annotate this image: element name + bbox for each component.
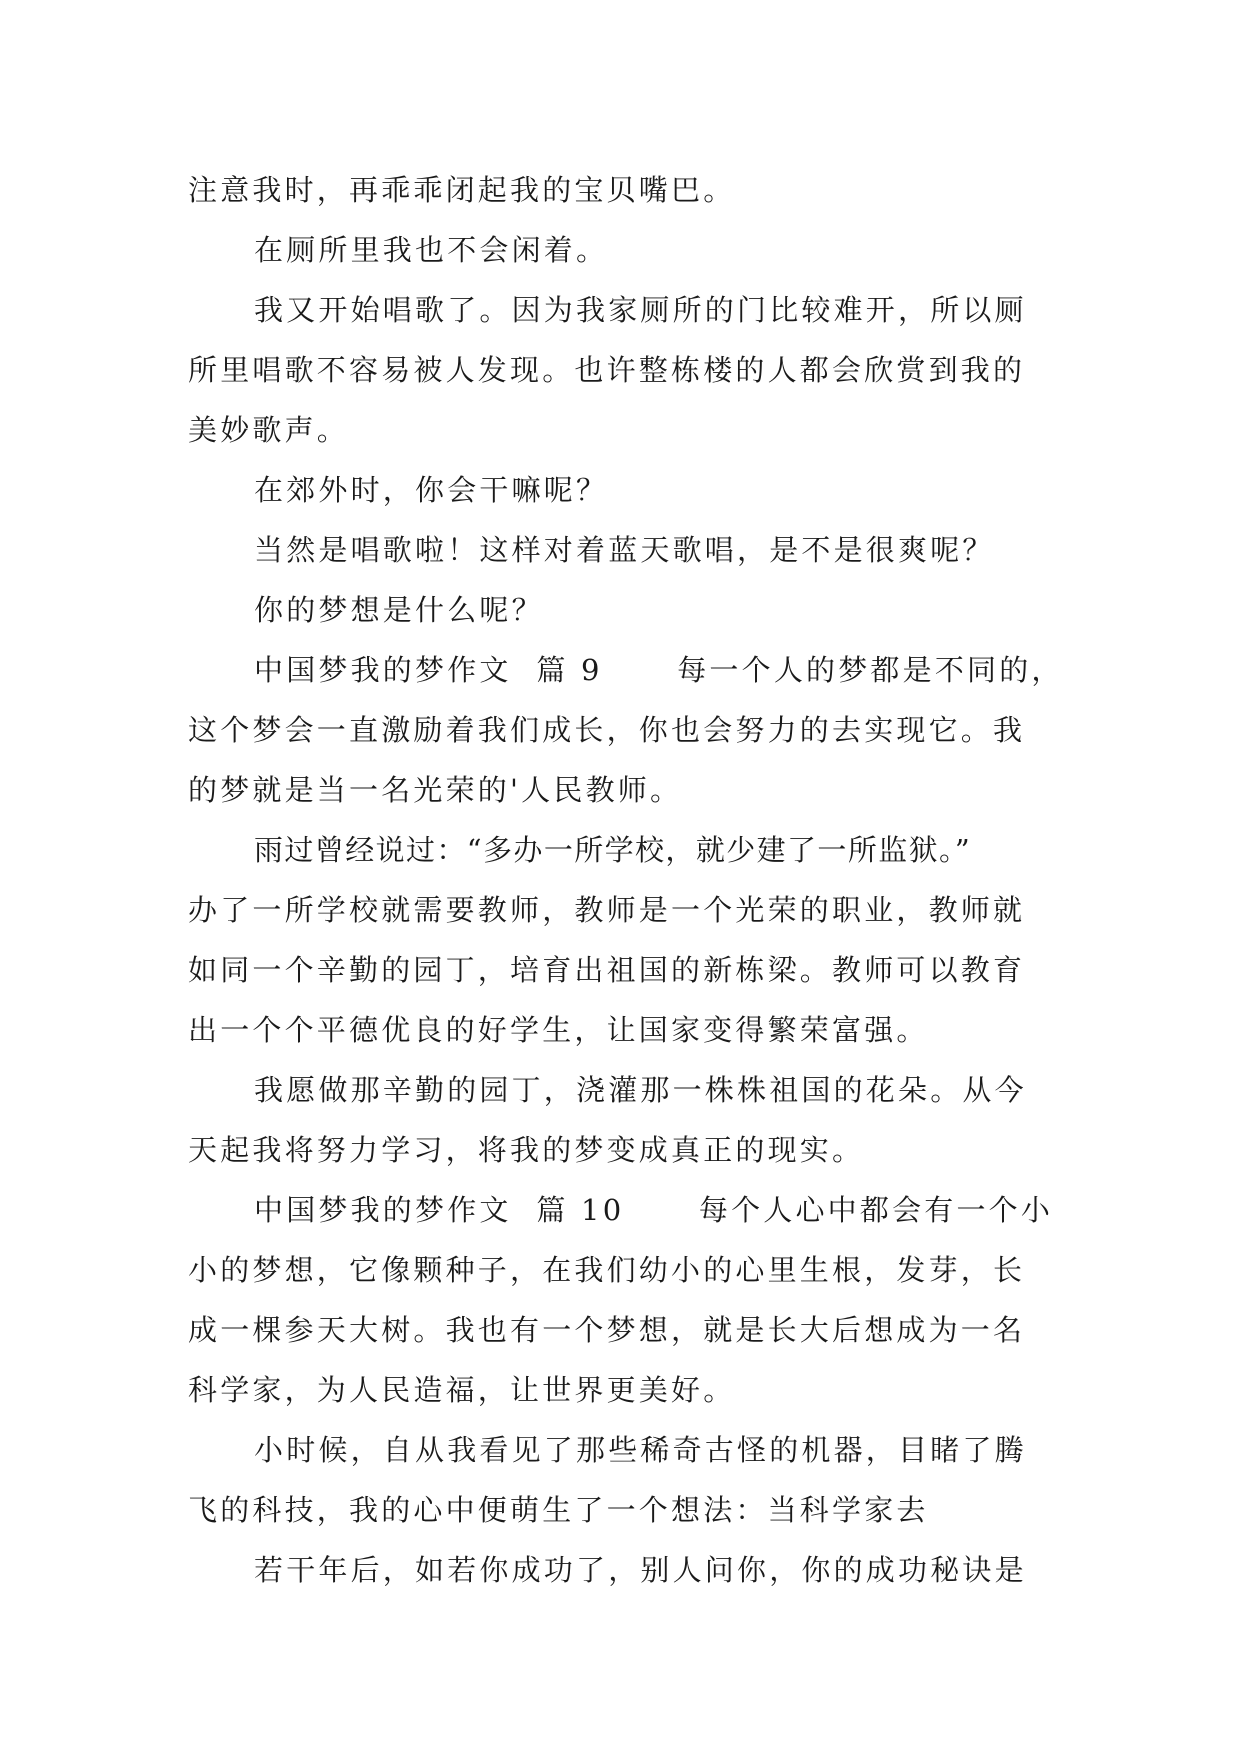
text-line: 我又开始唱歌了。因为我家厕所的门比较难开，所以厕	[254, 293, 1027, 327]
text-line: 美妙歌声。	[188, 413, 350, 447]
text-line: 如同一个辛勤的园丁，培育出祖国的新栋梁。教师可以教育	[188, 953, 1026, 987]
text-line: 雨过曾经说过：“多办一所学校，就少建了一所监狱。”	[254, 833, 972, 867]
text-line: 小时候，自从我看见了那些稀奇古怪的机器，目睹了腾	[254, 1433, 1027, 1467]
text-line: 的梦就是当一名光荣的'人民教师。	[188, 773, 683, 807]
text-line: 飞的科技，我的心中便萌生了一个想法：当科学家去	[188, 1493, 929, 1527]
document-body	[188, 160, 1064, 1600]
text-line: 你的梦想是什么呢？	[254, 593, 544, 627]
text-line: 我愿做那辛勤的园丁，浇灌那一株株祖国的花朵。从今	[254, 1073, 1027, 1107]
text-line: 小的梦想，它像颗种子，在我们幼小的心里生根，发芽，长	[188, 1253, 1026, 1287]
section-heading-line: 中国梦我的梦作文 篇 10 每个人心中都会有一个小	[254, 1193, 1054, 1227]
text-line: 注意我时，再乖乖闭起我的宝贝嘴巴。	[188, 173, 736, 207]
text-line: 科学家，为人民造福，让世界更美好。	[188, 1373, 736, 1407]
text-line: 出一个个平德优良的好学生，让国家变得繁荣富强。	[188, 1013, 929, 1047]
text-line: 当然是唱歌啦！这样对着蓝天歌唱，是不是很爽呢？	[254, 533, 995, 567]
text-line: 这个梦会一直激励着我们成长，你也会努力的去实现它。我	[188, 713, 1026, 747]
text-line: 成一棵参天大树。我也有一个梦想，就是长大后想成为一名	[188, 1313, 1026, 1347]
text-line: 若干年后，如若你成功了，别人问你，你的成功秘诀是	[254, 1553, 1027, 1587]
text-line: 在郊外时，你会干嘛呢？	[254, 473, 609, 507]
section-heading-line: 中国梦我的梦作文 篇 9 每一个人的梦都是不同的，	[254, 653, 1064, 687]
text-line: 在厕所里我也不会闲着。	[254, 233, 609, 267]
text-line: 所里唱歌不容易被人发现。也许整栋楼的人都会欣赏到我的	[188, 353, 1026, 387]
text-line: 天起我将努力学习，将我的梦变成真正的现实。	[188, 1133, 865, 1167]
text-line: 办了一所学校就需要教师，教师是一个光荣的职业，教师就	[188, 893, 1026, 927]
